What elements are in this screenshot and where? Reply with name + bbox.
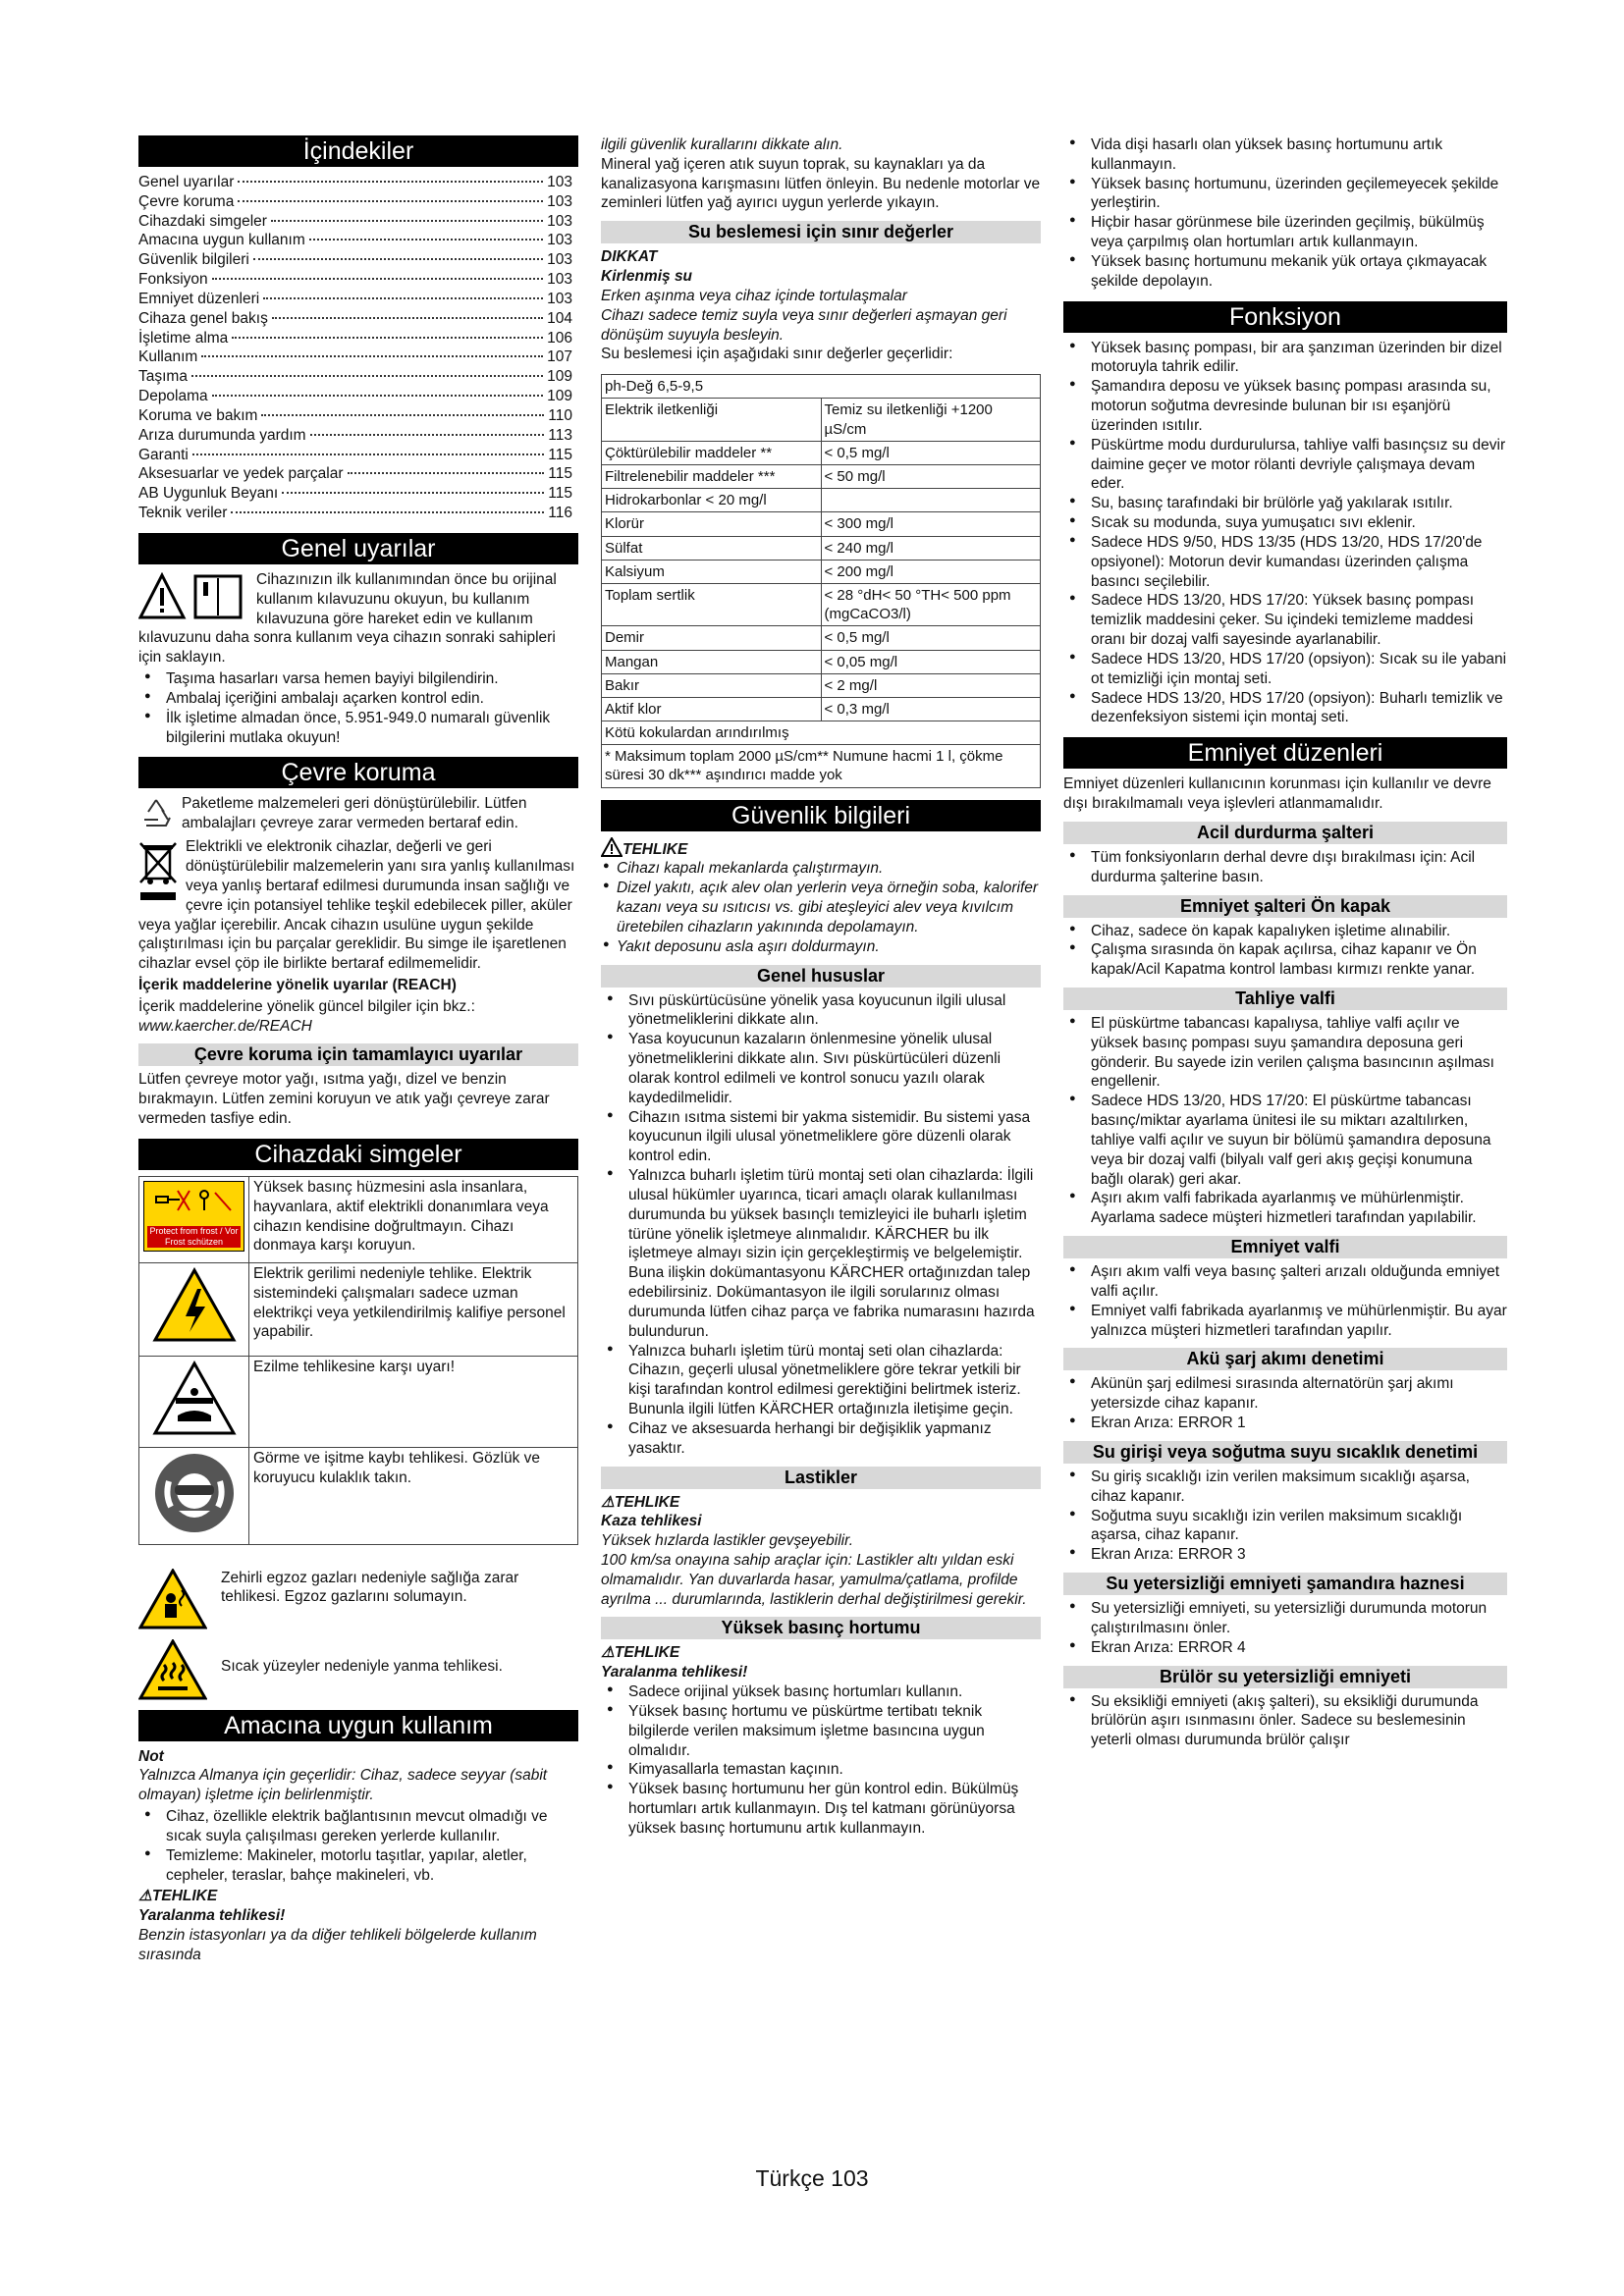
toc-title: İçindekiler: [138, 135, 578, 167]
table-cell: Toplam sertlik: [602, 583, 822, 625]
exhaust-warning: Zehirli egzoz gazları nedeniyle sağlığa zarar tehlikesi. Egzoz gazlarını solumayın.: [221, 1569, 519, 1606]
list-item: ● Yalnızca buharlı işletim türü montaj seti olan cihazlarda: Cihazın, geçerli ulusal yönetmeliklere göre tekrar yetkili bir kişi tarafından kontrol edilmesi gerektiğini belirtmek isteriz. Bununla ilgili lütfen KÄRCHER ortağınızla iletişime geçin.: [601, 1342, 1041, 1419]
table-row: [139, 1176, 578, 1262]
toc-label: Koruma ve bakım: [138, 406, 258, 424]
toxic-exhaust-icon: [138, 1569, 207, 1629]
toc-leader: [272, 317, 543, 319]
symbol-description: Elektrik gerilimi nedeniyle tehlike. Elektrik sistemindeki çalışmaları sadece uzman elektrikçi veya yetkilendirilmiş kalifiye personel yapabilir.: [249, 1262, 578, 1356]
emniyet-valfi-list: [1063, 1262, 1507, 1340]
toc-page: 110: [548, 406, 572, 424]
toc-leader: [232, 337, 543, 339]
su-girisi-list: [1063, 1468, 1507, 1565]
table-cell: Kötü kokulardan arındırılmış: [602, 721, 1041, 745]
list-item: ● Püskürtme modu durdurulursa, tahliye valfi basınçsız su devir daimine geçer ve motor rölanti devriyle çalışmaya devam eder.: [1063, 436, 1507, 494]
list-item: ● Emniyet valfi fabrikada ayarlanmış ve mühürlenmiştir. Bu ayar yalnızca müşteri hizmetleri tarafından yapılır.: [1063, 1302, 1507, 1341]
table-row: [139, 1262, 578, 1356]
toc-entry[interactable]: [138, 504, 578, 523]
cevre-weee: Elektrikli ve elektronik cihazlar, değerli ve geri dönüştürülebilir malzemelerin yanı sıra yanlış kullanılması veya yanlış bertaraf edilmesi durumunda insan sağlığı ve çevre için potansiyel tehlike teşkil edebilecek piller, aküler veya yağlar içerebilir. Ancak cihazın usulüne uygun şekilde çalıştırılması için bu parçalar gereklidir. Bu simge ile işaretlenen cihazlar evsel çöp ile birlikte bertaraf edilmemelidir.: [138, 838, 575, 973]
genel-hususlar-list: [601, 991, 1041, 1459]
toc-leader: [201, 355, 543, 357]
table-row: [602, 560, 1041, 583]
list-item: ● Su eksikliği emniyeti (akış şalteri), su eksikliği durumunda brülörün aşırı ısınmasını önler. Sadece su beslemesinin yeterli olması durumunda brülör çalışır: [1063, 1692, 1507, 1750]
lastik-title: Lastikler: [601, 1467, 1041, 1489]
reach-heading: İçerik maddelerine yönelik uyarılar (REACH): [138, 976, 457, 993]
list-item: ● Yüksek basınç hortumunu mekanik yük ortaya çıkmayacak şekilde depolayın.: [1063, 252, 1507, 292]
water-limits-table: [601, 374, 1041, 787]
toc-page: 109: [547, 368, 572, 386]
emniyet-title: Emniyet düzenleri: [1063, 737, 1507, 769]
list-item: ● Yüksek basınç hortumu ve püskürtme tertibatı teknik bilgilerde verilen maksimum işletme basıncına uygun olmalıdır.: [601, 1702, 1041, 1760]
list-item: ● Su, basınç tarafındaki bir brülörle yağ yakılarak ısıtılır.: [1063, 494, 1507, 513]
table-row: [602, 745, 1041, 787]
on-kapak-title: Emniyet şalteri Ön kapak: [1063, 895, 1507, 918]
su-girisi-title: Su girişi veya soğutma suyu sıcaklık denetimi: [1063, 1441, 1507, 1464]
toc-page: 106: [547, 329, 572, 347]
toc-leader: [263, 297, 543, 299]
toc-label: Amacına uygun kullanım: [138, 232, 305, 249]
hortum-list-continued: [1063, 135, 1507, 292]
table-cell: Sülfat: [602, 536, 822, 560]
list-item: ● Şamandıra deposu ve yüksek basınç pompası arasında su, motorun soğutma devresinde bulunan bir ısı eşanjörü üzerinden ısıtılır.: [1063, 377, 1507, 435]
toc-label: Emniyet düzenleri: [138, 290, 260, 307]
toc-entry[interactable]: [138, 173, 578, 192]
toc-label: Aksesuarlar ve yedek parçalar: [138, 465, 344, 483]
aku-title: Akü şarj akımı denetimi: [1063, 1348, 1507, 1370]
table-of-contents: [138, 173, 578, 523]
toc-leader: [231, 511, 544, 513]
amacina-list: [138, 1807, 578, 1885]
list-item: ● Sıvı püskürtücüsüne yönelik yasa koyucunun ilgili ulusal yönetmeliklerini dikkate alın.: [601, 991, 1041, 1031]
genel-list: [138, 669, 578, 747]
no-spray-frost-icon: [143, 1181, 244, 1252]
table-cell: < 300 mg/l: [821, 512, 1041, 536]
toc-label: Garanti: [138, 446, 189, 463]
toc-entry[interactable]: [138, 231, 578, 250]
toc-leader: [310, 434, 545, 436]
toc-page: 103: [547, 192, 572, 210]
list-item: ● Sıcak su modunda, suya yumuşatıcı sıvı eklenir.: [1063, 513, 1507, 533]
emniyet-valfi-title: Emniyet valfi: [1063, 1236, 1507, 1258]
list-item: ● Su yetersizliği emniyeti, su yetersizliği durumunda motorun çalıştırılmasını önler.: [1063, 1599, 1507, 1638]
table-cell: < 50 mg/l: [821, 465, 1041, 489]
toc-leader: [212, 278, 543, 280]
acil-title: Acil durdurma şalteri: [1063, 822, 1507, 844]
toc-page: 103: [547, 251, 572, 269]
toc-label: Kullanım: [138, 348, 198, 366]
list-item: ● Aşırı akım valfi fabrikada ayarlanmış ve mühürlenmiştir. Ayarlama sadece müşteri hizmetleri tarafından yapılabilir.: [1063, 1189, 1507, 1228]
table-cell: < 0,5 mg/l: [821, 441, 1041, 464]
toc-leader: [238, 200, 543, 202]
toc-entry[interactable]: [138, 270, 578, 290]
toc-label: Depolama: [138, 388, 208, 405]
column-2: [601, 135, 1041, 1841]
list-item: ● Ekran Arıza: ERROR 1: [1063, 1414, 1507, 1433]
table-cell: < 0,05 mg/l: [821, 650, 1041, 673]
toc-label: Cihazdaki simgeler: [138, 212, 267, 230]
list-item: ● Cihaz, özellikle elektrik bağlantısının mevcut olmadığı ve sıcak suyla çalışılması gereken yerlerde kullanılır.: [138, 1807, 578, 1846]
list-item: ● Yüksek basınç pompası, bir ara şanzıman üzerinden bir dizel motoruyla tahrik edilir.: [1063, 339, 1507, 378]
su-yetersizligi-list: [1063, 1599, 1507, 1657]
list-item: ● Sadece HDS 9/50, HDS 13/35 (HDS 13/20, HDS 17/20'de opsiyonel): Motorun devir kumandası üzerinden çalışma basıncı seçilebilir.: [1063, 533, 1507, 591]
genel-title: Genel uyarılar: [138, 533, 578, 564]
toc-entry[interactable]: [138, 484, 578, 504]
toc-page: 113: [548, 426, 572, 444]
page-footer: Türkçe 103: [755, 2165, 869, 2191]
on-kapak-list: [1063, 922, 1507, 980]
fonksiyon-title: Fonksiyon: [1063, 301, 1507, 333]
table-cell: Bakır: [602, 673, 822, 697]
toc-page: 115: [548, 446, 572, 463]
list-item: ● İlk işletime almadan önce, 5.951-949.0 numaralı güvenlik bilgilerini mutlaka okuyun!: [138, 709, 578, 748]
tahliye-title: Tahliye valfi: [1063, 988, 1507, 1010]
toc-page: 103: [547, 174, 572, 190]
crush-hazard-icon: [152, 1361, 237, 1437]
list-item: ● Ekran Arıza: ERROR 4: [1063, 1638, 1507, 1658]
list-item: ● Kimyasallarla temastan kaçının.: [601, 1760, 1041, 1780]
weee-bin-icon: [138, 839, 178, 908]
toc-page: 103: [547, 271, 572, 289]
list-item: ● Cihaz ve aksesuarda herhangi bir değişiklik yapmanız yasaktır.: [601, 1419, 1041, 1459]
toc-label: Cihaza genel bakış: [138, 309, 268, 327]
toc-page: 115: [548, 465, 572, 483]
table-cell: < 2 mg/l: [821, 673, 1041, 697]
toc-entry[interactable]: [138, 290, 578, 309]
aku-list: [1063, 1374, 1507, 1432]
table-cell: Demir: [602, 626, 822, 650]
table-row: [602, 512, 1041, 536]
toc-entry[interactable]: [138, 212, 578, 232]
cevre-recycle: Paketleme malzemeleri geri dönüştürülebilir. Lütfen ambalajları çevreye zarar vermeden bertaraf edin.: [182, 795, 527, 832]
table-row: [602, 441, 1041, 464]
su-dikkat: DIKKAT: [601, 248, 658, 266]
toc-leader: [261, 414, 544, 416]
simgeler-title: Cihazdaki simgeler: [138, 1139, 578, 1170]
list-item: ● Sadece HDS 13/20, HDS 17/20: Yüksek basınç pompası temizlik maddesini çeker. Su içindeki temizleme maddesi oranı bir dozaj valfi sayesinde ayarlanabilir.: [1063, 591, 1507, 649]
toc-label: Çevre koruma: [138, 192, 235, 210]
symbol-description: Görme ve işitme kaybı tehlikesi. Gözlük ve koruyucu kulaklık takın.: [249, 1447, 578, 1544]
table-row: [602, 375, 1041, 399]
list-item: ● Vida dişi hasarlı olan yüksek basınç hortumunu artık kullanmayın.: [1063, 135, 1507, 175]
list-item: ● Akünün şarj edilmesi sırasında alternatörün şarj akımı yetersizde cihaz kapanır.: [1063, 1374, 1507, 1414]
amacina-danger-label: ⚠TEHLIKE: [138, 1888, 218, 1905]
table-cell: Temiz su iletkenliği +1200 µS/cm: [821, 399, 1041, 441]
table-cell: ph-Değ 6,5-9,5: [602, 375, 1041, 399]
hortum-list: [601, 1682, 1041, 1839]
toc-label: Arıza durumunda yardım: [138, 426, 306, 444]
toc-leader: [253, 258, 543, 260]
toc-label: İşletime alma: [138, 329, 229, 347]
table-row: [602, 650, 1041, 673]
table-row: [602, 626, 1041, 650]
list-item: ● Ambalaj içeriğini ambalajı açarken kontrol edin.: [138, 689, 578, 709]
table-cell: Çöktürülebilir maddeler **: [602, 441, 822, 464]
toc-leader: [348, 472, 545, 474]
tahliye-list: [1063, 1014, 1507, 1228]
guvenlik-title: Güvenlik bilgileri: [601, 800, 1041, 831]
toc-page: 116: [548, 505, 572, 522]
list-item: ● Cihaz, sadece ön kapak kapalıyken işletime alınabilir.: [1063, 922, 1507, 941]
toc-entry[interactable]: [138, 367, 578, 387]
table-row: [602, 697, 1041, 721]
acil-list: [1063, 848, 1507, 887]
list-item: ● Yüksek basınç hortumunu, üzerinden geçilemeyecek şekilde yerleştirin.: [1063, 175, 1507, 214]
table-row: [602, 465, 1041, 489]
amacina-title: Amacına uygun kullanım: [138, 1710, 578, 1741]
eye-ear-protection-icon: [153, 1452, 236, 1534]
table-row: [602, 399, 1041, 441]
toc-page: 103: [547, 290, 572, 307]
list-item: ● Taşıma hasarları varsa hemen bayiyi bilgilendirin.: [138, 669, 578, 689]
warning-manual-icon: [138, 572, 246, 627]
not-text: Yalnızca Almanya için geçerlidir: Cihaz, sadece seyyar (sabit olmayan) işletme için belirlenmiştir.: [138, 1767, 548, 1804]
hortum-tehlike: ⚠TEHLIKE: [601, 1644, 680, 1662]
toc-entry[interactable]: [138, 192, 578, 212]
list-item: ● Sadece orijinal yüksek basınç hortumları kullanın.: [601, 1682, 1041, 1702]
list-item: ● Tüm fonksiyonların derhal devre dışı bırakılması için: Acil durdurma şalterine basın.: [1063, 848, 1507, 887]
guvenlik-list: [601, 859, 1041, 956]
toc-entry[interactable]: [138, 387, 578, 406]
hot-surface-warning: Sıcak yüzeyler nedeniyle yanma tehlikesi.: [221, 1657, 503, 1675]
hortum-title: Yüksek basınç hortumu: [601, 1617, 1041, 1639]
electric-hazard-icon: [152, 1267, 237, 1344]
toc-page: 109: [547, 388, 572, 405]
list-item: ● Cihazı kapalı mekanlarda çalıştırmayın.: [601, 859, 1041, 879]
brulor-title: Brülör su yetersizliği emniyeti: [1063, 1666, 1507, 1688]
recycle-icon: [138, 796, 174, 837]
list-item: ● Su giriş sıcaklığı izin verilen maksimum sıcaklığı aşarsa, cihaz kapanır.: [1063, 1468, 1507, 1507]
fonksiyon-list: [1063, 339, 1507, 728]
toc-label: Genel uyarılar: [138, 174, 235, 190]
toc-label: Güvenlik bilgileri: [138, 251, 249, 269]
toc-entry[interactable]: [138, 309, 578, 329]
su-heading: Kirlenmiş su: [601, 268, 693, 286]
amacina-danger-continued: ilgili güvenlik kurallarını dikkate alın.: [601, 136, 843, 153]
list-item: ● Çalışma sırasında ön kapak açılırsa, cihaz kapanır ve Ön kapak/Acil Kapatma kontrol lambası kırmızı renkte yanar.: [1063, 940, 1507, 980]
list-item: ● Yüksek basınç hortumunu her gün kontrol edin. Bükülmüş hortumları artık kullanmayın. Dış tel katmanı görünüyorsa yüksek basınç hortumunu artık kullanmayın.: [601, 1780, 1041, 1838]
list-item: ● Sadece HDS 13/20, HDS 17/20 (opsiyon): Sıcak su ile yabani ot temizliği için montaj seti.: [1063, 650, 1507, 689]
table-cell: * Maksimum toplam 2000 µS/cm** Numune hacmi 1 l, çökme süresi 30 dk*** aşındırıcı madde yok: [602, 745, 1041, 787]
lastik-text: Yüksek hızlarda lastikler gevşeyebilir.: [601, 1532, 854, 1550]
su-title: Su beslemesi için sınır değerler: [601, 221, 1041, 243]
lastik-text-2: 100 km/sa onayına sahip araçlar için: Lastikler altı yıldan eski olmamalıdır. Yan duvarlarda hasar, yamulma/çatlama, profilde ayrılma ... durumlarında, lastiklerin derhal değiştirilmesi gerekir.: [601, 1551, 1027, 1608]
symbol-description: Yüksek basınç hüzmesini asla insanlara, hayvanlara, aktif elektrikli donanımlara veya cihazın kendisine doğrultmayın. Cihazı donmaya karşı koruyun.: [249, 1176, 578, 1262]
toc-page: 115: [548, 485, 572, 503]
list-item: ● Ekran Arıza: ERROR 3: [1063, 1545, 1507, 1565]
toc-entry[interactable]: [138, 464, 578, 484]
amacina-danger-heading: Yaralanma tehlikesi!: [138, 1907, 286, 1925]
lastik-tehlike: ⚠TEHLIKE: [601, 1493, 680, 1511]
toc-page: 104: [547, 309, 572, 327]
toc-entry[interactable]: [138, 426, 578, 446]
table-cell: [821, 489, 1041, 512]
list-item: ● Cihazın ısıtma sistemi bir yakma sistemidir. Bu sistemi yasa koyucunun ilgili ulusal yönetmeliklere göre düzenli olarak kontrol edin.: [601, 1108, 1041, 1166]
not-heading: Not: [138, 1747, 164, 1765]
toc-leader: [282, 492, 544, 494]
list-item: ● Yakıt deposunu asla aşırı doldurmayın.: [601, 937, 1041, 957]
toc-leader: [309, 239, 543, 240]
warning-triangle-icon: [601, 837, 623, 857]
list-item: ● Yalnızca buharlı işletim türü montaj seti olan cihazlarda: İlgili ulusal hükümler uyarınca, ticari amaçlı olarak kullanılması durumunda bu yüksek basınçlı temizleyici ile buharlı işletim türüne yönelik işletmeye alınmalıdır. KÄRCHER bu ilk işletmeye almayı sizin için gerçekleştirmiş ve belgelemiştir. Buna ilişkin dokümantasyonu KÄRCHER ortağınızdan talep edebilirsiniz. Dokümantasyon ile ilgili sorularınız olması durumunda lütfen cihaz parça ve fabrika numarasını hazırda bulundurun.: [601, 1166, 1041, 1341]
table-cell: < 240 mg/l: [821, 536, 1041, 560]
su-text-2: Cihazı sadece temiz suyla veya sınır değerleri aşmayan geri dönüşüm suyuyla besleyin.: [601, 306, 1007, 344]
brulor-list: [1063, 1692, 1507, 1750]
su-text-1: Erken aşınma veya cihaz içinde tortulaşmalar: [601, 287, 907, 304]
emniyet-intro: Emniyet düzenleri kullanıcının korunması için kullanılır ve devre dışı bırakılmamalı veya işlevleri atlanmamalıdır.: [1063, 775, 1491, 813]
table-row: [602, 721, 1041, 745]
toc-label: Teknik veriler: [138, 505, 228, 522]
toc-leader: [192, 454, 544, 455]
su-yetersizligi-title: Su yetersizliği emniyeti şamandıra haznesi: [1063, 1573, 1507, 1595]
list-item: ● Hiçbir hasar görünmese bile üzerinden geçilmiş, bükülmüş veya çarpılmış olan hortumları artık kullanmayın.: [1063, 213, 1507, 252]
table-cell: Hidrokarbonlar < 20 mg/l: [602, 489, 822, 512]
guvenlik-tehlike: TEHLIKE: [623, 840, 688, 858]
table-row: [139, 1447, 578, 1544]
list-item: ● Sadece HDS 13/20, HDS 17/20 (opsiyon): Buharlı temizlik ve dezenfeksiyon sistemi için montaj seti.: [1063, 689, 1507, 728]
toc-leader: [238, 181, 543, 183]
table-row: [602, 583, 1041, 625]
list-item: ● Aşırı akım valfi veya basınç şalteri arızalı olduğunda emniyet valfi açılır.: [1063, 1262, 1507, 1302]
table-cell: < 0,3 mg/l: [821, 697, 1041, 721]
list-item: ● Soğutma suyu sıcaklığı izin verilen maksimum sıcaklığı aşarsa, cihaz kapanır.: [1063, 1507, 1507, 1546]
table-cell: Mangan: [602, 650, 822, 673]
list-item: ● Yasa koyucunun kazaların önlenmesine yönelik ulusal yönetmeliklerini dikkate alın. Sıvı püskürtücüleri düzenli olarak kontrol edilmeli ve kontrol sonucu yazılı olarak kaydedilmelidir.: [601, 1030, 1041, 1107]
genel-intro: Cihazınızın ilk kullanımından önce bu orijinal kullanım kılavuzunu okuyun, bu kullanım kılavuzuna göre hareket edin ve kullanım kılavuzunu daha sonra kullanım veya cihazın sonraki sahipleri için saklayın.: [138, 570, 557, 667]
toc-leader: [212, 395, 543, 397]
cevre-sub-title: Çevre koruma için tamamlayıcı uyarılar: [138, 1043, 578, 1066]
hortum-heading: Yaralanma tehlikesi!: [601, 1664, 748, 1682]
reach-text: İçerik maddelerine yönelik güncel bilgiler için bkz.:: [138, 997, 475, 1015]
toc-leader: [271, 220, 543, 222]
table-cell: < 200 mg/l: [821, 560, 1041, 583]
table-cell: Kalsiyum: [602, 560, 822, 583]
toc-leader: [191, 375, 543, 377]
symbol-description: Ezilme tehlikesine karşı uyarı!: [249, 1356, 578, 1447]
list-item: ● Sadece HDS 13/20, HDS 17/20: El püskürtme tabancası basınç/miktar ayarlama ünitesi ile su miktarı azaltılırken, tahliye valfi açılır ve suyun bir bölümü şamandıra deposuna veya bir dozaj valfi (bilyalı valf geri akış geçişi konumuna bağlı olarak) geri akar.: [1063, 1092, 1507, 1189]
toc-page: 107: [547, 348, 572, 366]
toc-page: 103: [547, 232, 572, 249]
table-cell: Aktif klor: [602, 697, 822, 721]
hot-surface-icon: [138, 1639, 207, 1700]
table-cell: Elektrik iletkenliği: [602, 399, 822, 441]
list-item: ● Temizleme: Makineler, motorlu taşıtlar, yapılar, aletler, cepheler, teraslar, bahçe makineleri, vb.: [138, 1846, 578, 1886]
su-text-3: Su beslemesi için aşağıdaki sınır değerler geçerlidir:: [601, 346, 953, 363]
table-row: [139, 1356, 578, 1447]
cevre-sub-text: Lütfen çevreye motor yağı, ısıtma yağı, dizel ve benzin bırakmayın. Lütfen zemini koruyun ve atık yağı çevreye zarar vermeden tasfiye edin.: [138, 1071, 550, 1128]
toc-label: Fonksiyon: [138, 271, 208, 289]
lastik-heading: Kaza tehlikesi: [601, 1513, 702, 1530]
table-cell: < 28 °dH< 50 °TH< 500 ppm (mgCaCO3/l): [821, 583, 1041, 625]
column-3: [1063, 135, 1507, 1752]
symbols-table: [138, 1176, 578, 1545]
mineral-oil-text: Mineral yağ içeren atık suyun toprak, su kaynakları ya da kanalizasyona karışmasını lütfen önleyin. Bu nedenle motorlar ve zeminleri lütfen yağ ayırıcı uygun yerlerde yıkayın.: [601, 155, 1041, 212]
toc-entry[interactable]: [138, 446, 578, 465]
table-cell: < 0,5 mg/l: [821, 626, 1041, 650]
frost-sign-text: Protect from frost / Vor Frost schützen: [147, 1226, 241, 1248]
table-cell: Klorür: [602, 512, 822, 536]
amacina-danger-text: Benzin istasyonları ya da diğer tehlikeli bölgelerde kullanım sırasında: [138, 1927, 537, 1963]
cevre-title: Çevre koruma: [138, 757, 578, 788]
list-item: ● El püskürtme tabancası kapalıysa, tahliye valfi açılır ve yüksek basınç pompası suyu şamandıra deposuna geri gönderir. Bu sayede izin verilen çalışma basıncının aşılması engellenir.: [1063, 1014, 1507, 1092]
reach-url[interactable]: www.kaercher.de/REACH: [138, 1017, 312, 1035]
table-row: [602, 489, 1041, 512]
toc-label: AB Uygunluk Beyanı: [138, 485, 279, 503]
toc-entry[interactable]: [138, 347, 578, 367]
list-item: ● Dizel yakıtı, açık alev olan yerlerin veya örneğin soba, kalorifer kazanı veya su ısıtıcısı vs. gibi ateşleyici alev veya kıvılcım üretebilen cihazların yakınında depolamayın.: [601, 879, 1041, 936]
genel-hususlar-title: Genel hususlar: [601, 965, 1041, 988]
column-1: [138, 135, 578, 1967]
toc-page: 103: [547, 212, 572, 230]
table-row: [602, 673, 1041, 697]
toc-label: Taşıma: [138, 368, 188, 386]
toc-entry[interactable]: [138, 406, 578, 426]
table-row: [602, 536, 1041, 560]
table-cell: Filtrelenebilir maddeler ***: [602, 465, 822, 489]
toc-entry[interactable]: [138, 329, 578, 348]
toc-entry[interactable]: [138, 250, 578, 270]
